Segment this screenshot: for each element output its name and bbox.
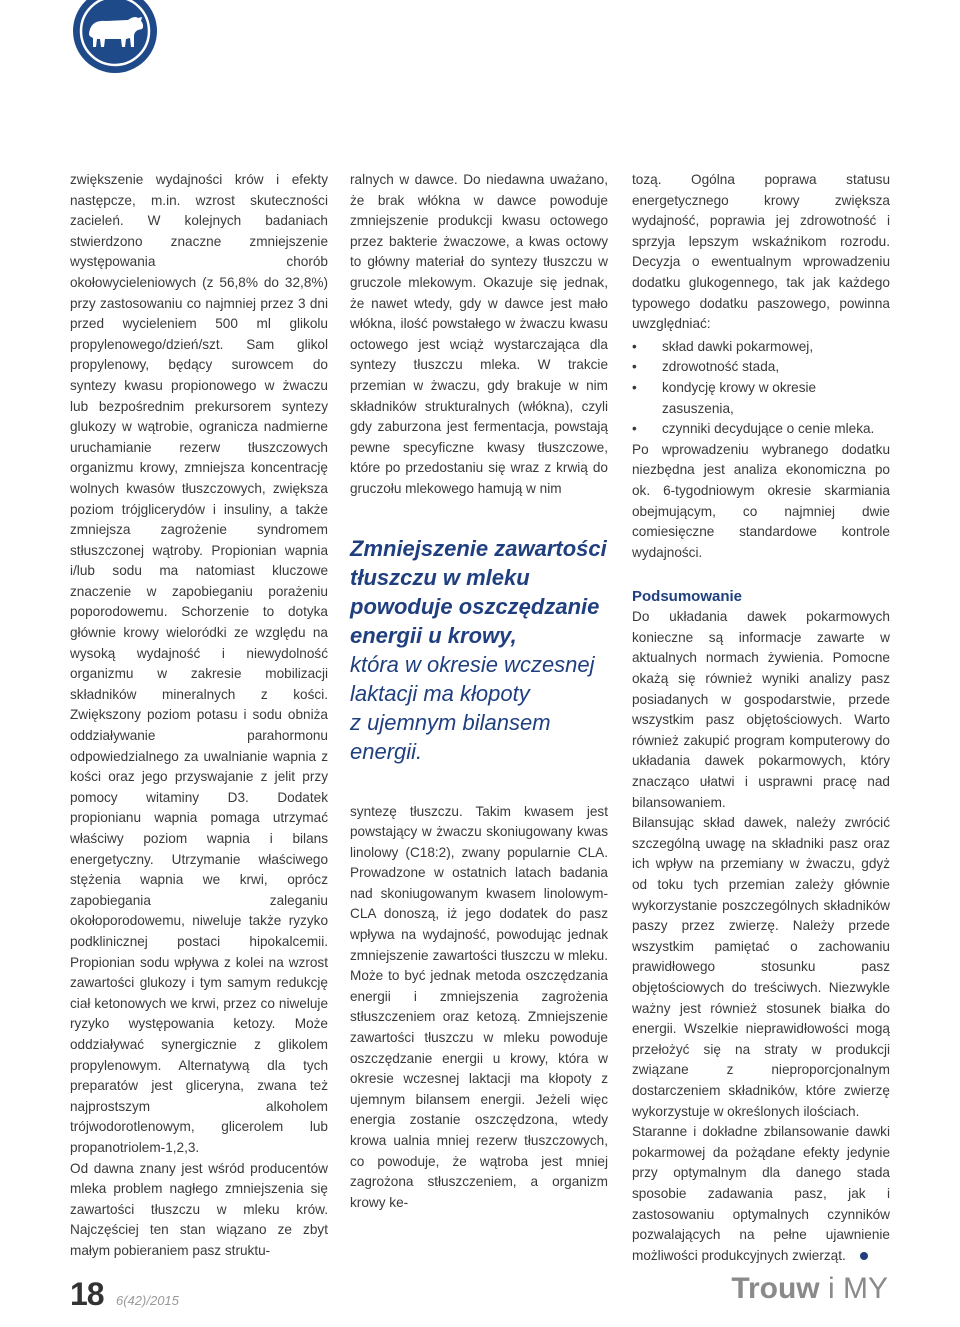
list-item: • zdrowotność stada, [632, 357, 890, 378]
pull-quote-line: która w okresie wczesnej [350, 651, 595, 677]
paragraph: Po wprowadzeniu wybranego dodatku niezbędna jest analiza ekonomiczna po ok. 6-tygodniowym okresie skarmiania obejmującym, co najmniej dwie comiesięczne standardowe kontrole wydajności. [632, 441, 890, 560]
paragraph [632, 1122, 890, 1266]
pull-quote-line: tłuszczu w mleku [350, 564, 530, 590]
paragraph: Od dawna znany jest wśród producentów mleka problem nagłego zmniejszenia się zawartości tłuszczu w mleku krów. Najczęściej ten stan wiązano ze zbyt małym pobieraniem pasz struktu- [70, 1160, 328, 1258]
paragraph: ralnych w dawce. Do niedawna uważano, że brak włókna w dawce powoduje zmniejszenie produkcji kwasu octowego przez bakterie żwaczowe, a kwas octowy to główny materiał do syntezy tłuszczu w gruczole mlekowym. Okazuje się jednak, że nawet wtedy, gdy w dawce jest mało włókna, ilość powstałego w żwaczu kwasu octowego jest wciąż wystarczająca dla syntezy tłuszczu mleka. W trakcie przemian w żwaczu, gdy brakuje w nim składników strukturalnych (włókna), czyli gdy zaburzona jest fermentacja, powstają pewne specyficzne kwasy tłuszczowe, które po przedostaniu się wraz z krwią do gruczołu mlekowego hamują w nim [350, 172, 608, 496]
list-item: • kondycję krowy w okresie zasuszenia, [632, 378, 890, 419]
list-item: • czynniki decydujące o cenie mleka. [632, 419, 890, 440]
issue-label: 6(42)/2015 [116, 1293, 179, 1308]
bullet-list [632, 337, 890, 440]
pull-quote-line: energii. [350, 738, 423, 764]
brand-logo [731, 1272, 888, 1306]
pull-quote [350, 534, 608, 766]
pull-quote-line: laktacji ma kłopoty [350, 680, 530, 706]
pull-quote-line: energii u krowy, [350, 622, 517, 648]
pull-quote-line: powoduje oszczędzanie [350, 593, 600, 619]
column-left [70, 170, 328, 1261]
paragraph: tozą. Ogólna poprawa statusu energetycznego krowy zwiększa wydajność, poprawia jej zdrowotność i sprzyja lepszym wskaźnikom rozrodu. Decyzja o ewentualnym wprowadzeniu dodatku glukogennego, tak jak każdego typowego dodatku paszowego, powinna uwzględniać: [632, 172, 890, 332]
end-mark-icon [860, 1252, 868, 1260]
paragraph: Bilansując skład dawek, należy zwrócić szczególną uwagę na składniki pasz oraz ich wpływ na przemiany w żwaczu, gdyż od toku tych przemian zależy głównie wykorzystanie poszczególnych składników paszy przez zwierzę. Należy przede wszystkim pamiętać o zachowaniu prawidłowego stosunku pasz objętościowych do treściwych. Niezwykle ważny jest również stosunek białka do energii. Wszelkie nieprawidłowości mogą przełożyć się na straty w produkcji związane z nieproporcjonalnym dostarczeniem składników, które zwierzę wykorzystuje w określonych ilościach. [632, 815, 890, 1119]
column-middle [350, 170, 608, 1213]
paragraph-text: Staranne i dokładne zbilansowanie dawki pokarmowej da pożądane efekty jedynie przy optymalnym dla danego stada sposobie zadawania pasz, jak i zastosowaniu optymalnych czynników pozwalających na pełne ujawnienie możliwości produkcyjnych zwierząt. [632, 1124, 890, 1263]
section-heading: Podsumowanie [632, 588, 743, 606]
paragraph: zwiększenie wydajności krów i efekty następcze, m.in. wzrost skuteczności zacieleń. W kolejnych badaniach stwierdzono znaczne zmniejszenie występowania chorób okołowycieleniowych (z 56,8% do 32,8%) przy zastosowaniu co najmniej przez 3 dni przed wycieleniem 500 ml glikolu propylenowego/dzień/szt. Sam glikol propylenowy, będący surowcem do syntezy kwasu propionowego w żwaczu lub bezpośrednim prekursorem syntezy glukozy w wątrobie, ogranicza nadmierne uruchamianie rezerw tłuszczowych organizmu krowy, zmniejsza koncentrację wolnych kwasów tłuszczowych, zwiększa poziom trójglicerydów i insuliny, a także zmniejsza zagrożenie syndromem stłuszczonej wątroby. Propionian wapnia i/lub sodu ma natomiast kluczowe znaczenie w zapobieganiu porażeniu poporodowemu. Schorzenie to dotyka głównie krowy wieloródki ze względu na wysoką wydajność i niewydolność organizmu w zakresie mobilizacji składników mineralnych z kości. Zwiększony poziom potasu i sodu obniża oddziaływanie parahormonu odpowiedzialnego za uwalnianie wapnia z kości oraz jego przyswajanie z jelit przy pomocy witaminy D3. Dodatek propionianu wapnia pomaga utrzymać właściwy poziom wapnia i bilans energetyczny. Utrzymanie właściwego stężenia wapnia we krwi, oprócz zapobiegania zaleganiu okołoporodowemu, niweluje także ryzyko podklinicznej postaci hipokalcemii. Propionian sodu wpływa z kolei na wzrost zawartości glukozy i tym samym redukcję ciał ketonowych we krwi, przez co niweluje ryzyko występowania ketozy. Może oddziaływać synergicznie z glikolem propylenowym. Alternatywą dla tych preparatów jest gliceryna, zwana też najprostszym alkoholem trójwodorotlenowym, glicerolem lub propanotriolem-1,2,3. [70, 172, 328, 1155]
paragraph: Do układania dawek pokarmowych konieczne są informacje zawarte w aktualnych normach żywienia. Pomocne okażą się również wyniki analizy pasz posiadanych w gospodarstwie, przede wszystkim pasz objętościowych. Warto również zakupić program komputerowy do układania dawek pokarmowych, który znacząco ułatwi i usprawni pracę nad bilansowaniem. [632, 609, 890, 810]
cow-logo-icon [72, 0, 158, 74]
brand-name: Trouw [731, 1272, 820, 1305]
brand-suffix: i MY [819, 1272, 888, 1305]
pull-quote-line: z ujemnym bilansem [350, 709, 551, 735]
column-right [632, 170, 890, 1266]
pull-quote-line: Zmniejszenie zawartości [350, 535, 607, 561]
list-item: • skład dawki pokarmowej, [632, 337, 890, 358]
page-number: 18 [70, 1276, 104, 1312]
paragraph: syntezę tłuszczu. Takim kwasem jest powstający w żwaczu skoniugowany kwas linolowy (C18:2), zwany popularnie CLA. Prowadzone w ostatnich latach badania nad skoniugowanym kwasem linolowym-CLA donoszą, iż jego dodatek do pasz wpływa na wydajność, powodując jednak zmniejszenie zawartości tłuszczu w mleku. Może to być jednak metoda oszczędzania energii i zmniejszenia zagrożenia stłuszczeniem oraz ketozą. Zmniejszenie zawartości tłuszczu w mleku powoduje oszczędzanie energii u krowy, która w okresie wczesnej laktacji ma kłopoty z ujemnym bilansem energii. Jeżeli więc energia zostanie oszczędzona, wtedy krowa ualnia mniej rezerw tłuszczowych, co powoduje, że wątroba jest mniej zagrożona stłuszczeniem, a organizm krowy ke- [350, 803, 608, 1210]
